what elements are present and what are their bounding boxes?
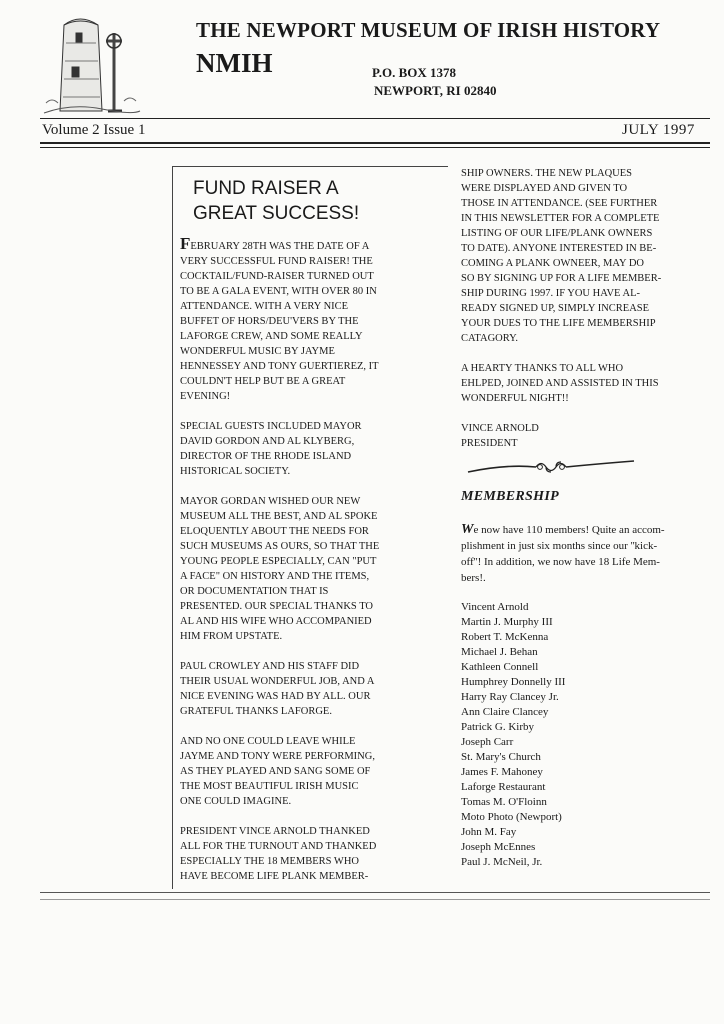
membership-heading: MEMBERSHIP	[461, 489, 559, 504]
drop-cap: F	[180, 234, 191, 253]
signature-name: VINCE ARNOLD	[461, 423, 539, 434]
headline-line-1: FUND RAISER A	[193, 178, 339, 199]
member-name: Robert T. McKenna	[461, 631, 549, 643]
article-paragraph	[180, 236, 442, 404]
paragraph-text: EBRUARY 28TH WAS THE DATE OF A VERY SUCCESSFUL FUND RAISER! THE COCKTAIL/FUND-RAISER TURNED OUT TO BE A GALA EVENT, WITH OVER 80 IN ATTENDANCE. WITH A VERY NICE BUFFET OF HORS/DEU'VERS BY THE LAFORGE CREW, AND SOME REALLY WONDERFUL MUSIC BY JAYME HENNESSEY AND TONY GUERTIEREZ, IT COULDN'T HELP BUT BE A GREAT EVENING!	[180, 241, 379, 402]
members-list	[461, 600, 565, 870]
round-tower-logo	[42, 3, 142, 115]
member-name: Tomas M. O'Floinn	[461, 796, 547, 808]
header-rule-bottom	[40, 142, 710, 144]
article-paragraph: PRESIDENT VINCE ARNOLD THANKED ALL FOR THE TURNOUT AND THANKED ESPECIALLY THE 18 MEMBERS WHO HAVE BECOME LIFE PLANK MEMBER-	[180, 826, 377, 882]
volume-issue: Volume 2 Issue 1	[42, 122, 146, 138]
article-column-right	[461, 166, 711, 451]
article-paragraph: AND NO ONE COULD LEAVE WHILE JAYME AND TONY WERE PERFORMING, AS THEY PLAYED AND SANG SOME OF THE MOST BEAUTIFUL IRISH MUSIC ONE COULD IMAGINE.	[180, 736, 375, 807]
article-paragraph: PAUL CROWLEY AND HIS STAFF DID THEIR USUAL WONDERFUL JOB, AND A NICE EVENING WAS HAD BY ALL. OUR GRATEFUL THANKS LAFORGE.	[180, 661, 375, 717]
headline-line-2: GREAT SUCCESS!	[193, 203, 360, 224]
member-name: Humphrey Donnelly III	[461, 676, 566, 688]
issue-date: JULY 1997	[622, 122, 695, 138]
membership-drop-cap: W	[461, 522, 474, 537]
footer-rule-second	[40, 899, 710, 900]
po-box: P.O. BOX 1378	[372, 65, 457, 80]
member-name: Paul J. McNeil, Jr.	[461, 856, 543, 868]
article-paragraph: SPECIAL GUESTS INCLUDED MAYOR DAVID GORDON AND AL KLYBERG, DIRECTOR OF THE RHODE ISLAND HISTORICAL SOCIETY.	[180, 421, 362, 477]
header-rule-top	[40, 118, 710, 119]
city-address: NEWPORT, RI 02840	[374, 83, 497, 98]
membership-intro-text: e now have 110 members! Quite an accom- plishment in just six months since our ''kick- off''! In addition, we now have 18 Life Mem- bers!.	[461, 524, 665, 584]
signature-title: PRESIDENT	[461, 438, 518, 449]
article-paragraph: A HEARTY THANKS TO ALL WHO EHLPED, JOINED AND ASSISTED IN THIS WONDERFUL NIGHT!!	[461, 363, 659, 404]
member-name: Vincent Arnold	[461, 601, 529, 613]
article-column-left	[180, 236, 442, 899]
article-paragraph: MAYOR GORDAN WISHED OUR NEW MUSEUM ALL THE BEST, AND AL SPOKE ELOQUENTLY ABOUT THE NEEDS FOR SUCH MUSEUMS AS OURS, SO THAT THE YOUNG PEOPLE ESPECIALLY, CAN "PUT A FACE" ON HISTORY AND THE ITEMS, OR DOCUMENTATION THAT IS PRESENTED. OUR SPECIAL THANKS TO AL AND HIS WIFE WHO ACCOMPANIED HIM FROM UPSTATE.	[180, 496, 380, 642]
member-name: Ann Claire Clancey	[461, 706, 549, 718]
member-name: Laforge Restaurant	[461, 781, 546, 793]
member-name: Joseph McEnnes	[461, 841, 536, 853]
member-name: Harry Ray Clancey Jr.	[461, 691, 559, 703]
member-name: Patrick G. Kirby	[461, 721, 535, 733]
footer-rule	[40, 892, 710, 893]
article-paragraph: SHIP OWNERS. THE NEW PLAQUES WERE DISPLAYED AND GIVEN TO THOSE IN ATTENDANCE. (SEE FURTHER IN THIS NEWSLETTER FOR A COMPLETE LISTING OF OUR LIFE/PLANK OWNERS TO DATE). ANYONE INTERESTED IN BE- COMING A PLANK OWNEER, MAY DO SO BY SIGNING UP FOR A LIFE MEMBER- SHIP DURING 1997. IF YOU HAVE AL- READY SIGNED UP, SIMPLY INCREASE YOUR DUES TO THE LIFE MEMBERSHIP CATAGORY.	[461, 168, 662, 344]
member-name: Kathleen Connell	[461, 661, 539, 673]
member-name: Joseph Carr	[461, 736, 514, 748]
museum-acronym: NMIH	[196, 48, 273, 78]
scroll-ornament-divider	[466, 456, 636, 478]
membership-intro	[461, 522, 711, 586]
article-headline	[193, 176, 443, 226]
member-name: John M. Fay	[461, 826, 517, 838]
header-rule-bottom-thin	[40, 147, 710, 148]
member-name: James F. Mahoney	[461, 766, 543, 778]
member-name: Martin J. Murphy III	[461, 616, 553, 628]
member-name: St. Mary's Church	[461, 751, 541, 763]
museum-title: THE NEWPORT MUSEUM OF IRISH HISTORY	[196, 18, 661, 42]
member-name: Moto Photo (Newport)	[461, 811, 562, 823]
member-name: Michael J. Behan	[461, 646, 538, 658]
